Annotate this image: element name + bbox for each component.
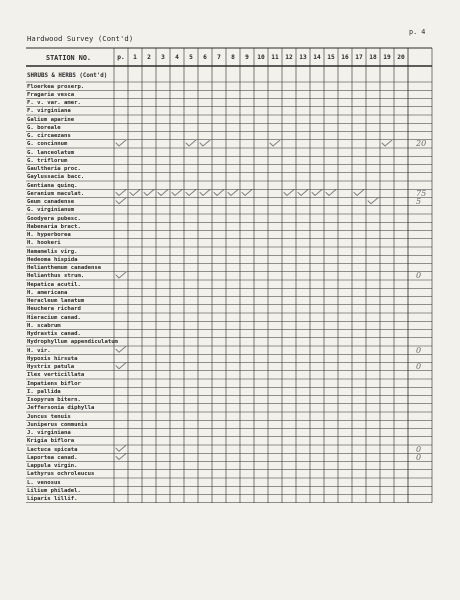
check-mark: [200, 190, 210, 196]
row-note: 5: [416, 197, 422, 206]
check-mark: [186, 140, 196, 146]
row-note: 0: [416, 345, 422, 355]
species-name: Isopyrum bitern.: [27, 397, 81, 404]
species-name: Hamamelis virg.: [27, 248, 78, 255]
page-number: p. 4: [409, 28, 426, 36]
check-mark: [326, 190, 336, 196]
species-name: H. scabrum: [27, 322, 61, 329]
check-mark: [116, 346, 126, 352]
species-name: Goodyera pubesc.: [27, 215, 81, 222]
column-header: 8: [231, 54, 235, 61]
column-header: 5: [189, 54, 193, 61]
species-name: G. lanceolatum: [27, 149, 75, 156]
species-name: Lappula virgin.: [27, 463, 78, 470]
row-note: 0: [416, 271, 422, 281]
row-note: 20: [416, 139, 427, 149]
species-name: Habenaria bract.: [27, 223, 81, 230]
column-header: 10: [257, 54, 265, 61]
species-name: Hepatica acutil.: [27, 281, 81, 288]
species-name: Jeffersonia diphylla: [27, 405, 95, 412]
species-name: Hydrastis canad.: [27, 331, 81, 338]
check-mark: [242, 190, 252, 196]
species-name: G. concinnum: [27, 141, 68, 148]
check-mark: [354, 190, 364, 196]
column-header: 15: [327, 54, 335, 61]
column-header: p.: [117, 54, 125, 61]
species-name: Impatiens biflor: [27, 380, 81, 387]
species-name: Geranium maculat.: [27, 190, 85, 197]
check-mark: [116, 272, 126, 278]
column-header: 12: [285, 54, 293, 61]
check-mark: [116, 363, 126, 369]
check-mark: [172, 190, 182, 196]
check-mark: [200, 140, 210, 146]
species-name: Krigia biflora: [27, 438, 75, 445]
species-name: Fragaria vesca: [27, 91, 75, 98]
species-name: F. v. var. amer.: [27, 100, 81, 107]
check-mark: [116, 190, 126, 196]
column-header: 16: [341, 54, 349, 61]
check-mark: [228, 190, 238, 196]
column-header: 20: [397, 54, 405, 61]
check-mark: [116, 198, 126, 204]
row-note: 0: [416, 444, 422, 454]
check-mark: [116, 140, 126, 146]
species-name: Hieracium canad.: [27, 314, 81, 321]
column-header: 11: [271, 54, 279, 61]
species-name: Liparis lillif.: [27, 496, 78, 503]
row-note: 0: [416, 362, 422, 371]
check-mark: [186, 190, 196, 196]
species-name: H. americana: [27, 289, 68, 296]
check-mark: [158, 190, 168, 196]
column-header: 2: [147, 54, 151, 61]
check-mark: [298, 190, 308, 196]
column-header: 14: [313, 54, 321, 61]
species-name: Hystrix patula: [27, 364, 75, 371]
species-name: J. virginiana: [27, 430, 71, 437]
species-name: Floerkea proserp.: [27, 83, 85, 90]
check-mark: [116, 445, 126, 451]
species-name: H. hyperborea: [27, 232, 71, 239]
check-mark: [368, 198, 378, 204]
species-name: Juncus tenuis: [27, 413, 71, 420]
species-name: Laportea canad.: [27, 454, 78, 461]
species-name: G. virginianum: [27, 207, 75, 214]
species-name: Lilium philadel.: [27, 487, 81, 494]
row-note: 0: [416, 452, 422, 462]
species-name: Gaultheria proc.: [27, 166, 81, 173]
species-name: H. vir.: [27, 347, 51, 354]
column-header: 18: [369, 54, 377, 61]
column-header: 4: [175, 54, 179, 61]
column-header: 13: [299, 54, 307, 61]
species-name: Lathyrus ochroleucus: [27, 471, 95, 478]
species-name: F. virginiana: [27, 108, 71, 115]
check-mark: [144, 190, 154, 196]
check-mark: [312, 190, 322, 196]
check-mark: [116, 454, 126, 460]
check-mark: [130, 190, 140, 196]
species-name: Lactuca spicata: [27, 446, 78, 453]
column-header: 6: [203, 54, 207, 61]
species-name: Galium aparine: [27, 116, 75, 123]
species-name: L. venosus: [27, 479, 61, 486]
column-header: 17: [355, 54, 363, 61]
species-name: Gaylussacia bacc.: [27, 174, 85, 181]
column-header: 1: [133, 54, 137, 61]
species-name: Gentiana quinq.: [27, 182, 78, 189]
check-mark: [270, 140, 280, 146]
check-mark: [382, 140, 392, 146]
species-name: Geum canadense: [27, 199, 75, 206]
species-name: G. triflorum: [27, 157, 68, 164]
column-header: 3: [161, 54, 165, 61]
species-name: Heracleum lanatum: [27, 298, 85, 305]
species-name: Heuchera richard: [27, 306, 81, 313]
species-name: Juniperus communis: [27, 421, 88, 428]
species-name: H. hookeri: [27, 240, 61, 247]
section-label: SHRUBS & HERBS (Cont'd): [27, 73, 108, 79]
species-name: Hypoxis hirsuta: [27, 355, 78, 362]
species-name: Helianthus strum.: [27, 273, 85, 280]
species-name: Ilex verticillata: [27, 372, 85, 379]
column-header: 7: [217, 54, 221, 61]
species-name: G. circaezans: [27, 133, 71, 140]
row-note: 75: [416, 188, 427, 198]
station-header: STATION NO.: [46, 54, 92, 62]
species-name: G. boreale: [27, 124, 61, 131]
column-header: 9: [245, 54, 249, 61]
species-name: Helianthemum canadense: [27, 265, 102, 272]
species-name: Hedeoma hispida: [27, 256, 78, 263]
page-title: Hardwood Survey (Cont'd): [27, 34, 134, 43]
column-header: 19: [383, 54, 391, 61]
check-mark: [214, 190, 224, 196]
species-name: I. pallida: [27, 388, 61, 395]
species-name: Hydrophyllum appendiculatum: [27, 339, 118, 346]
check-mark: [284, 190, 294, 196]
